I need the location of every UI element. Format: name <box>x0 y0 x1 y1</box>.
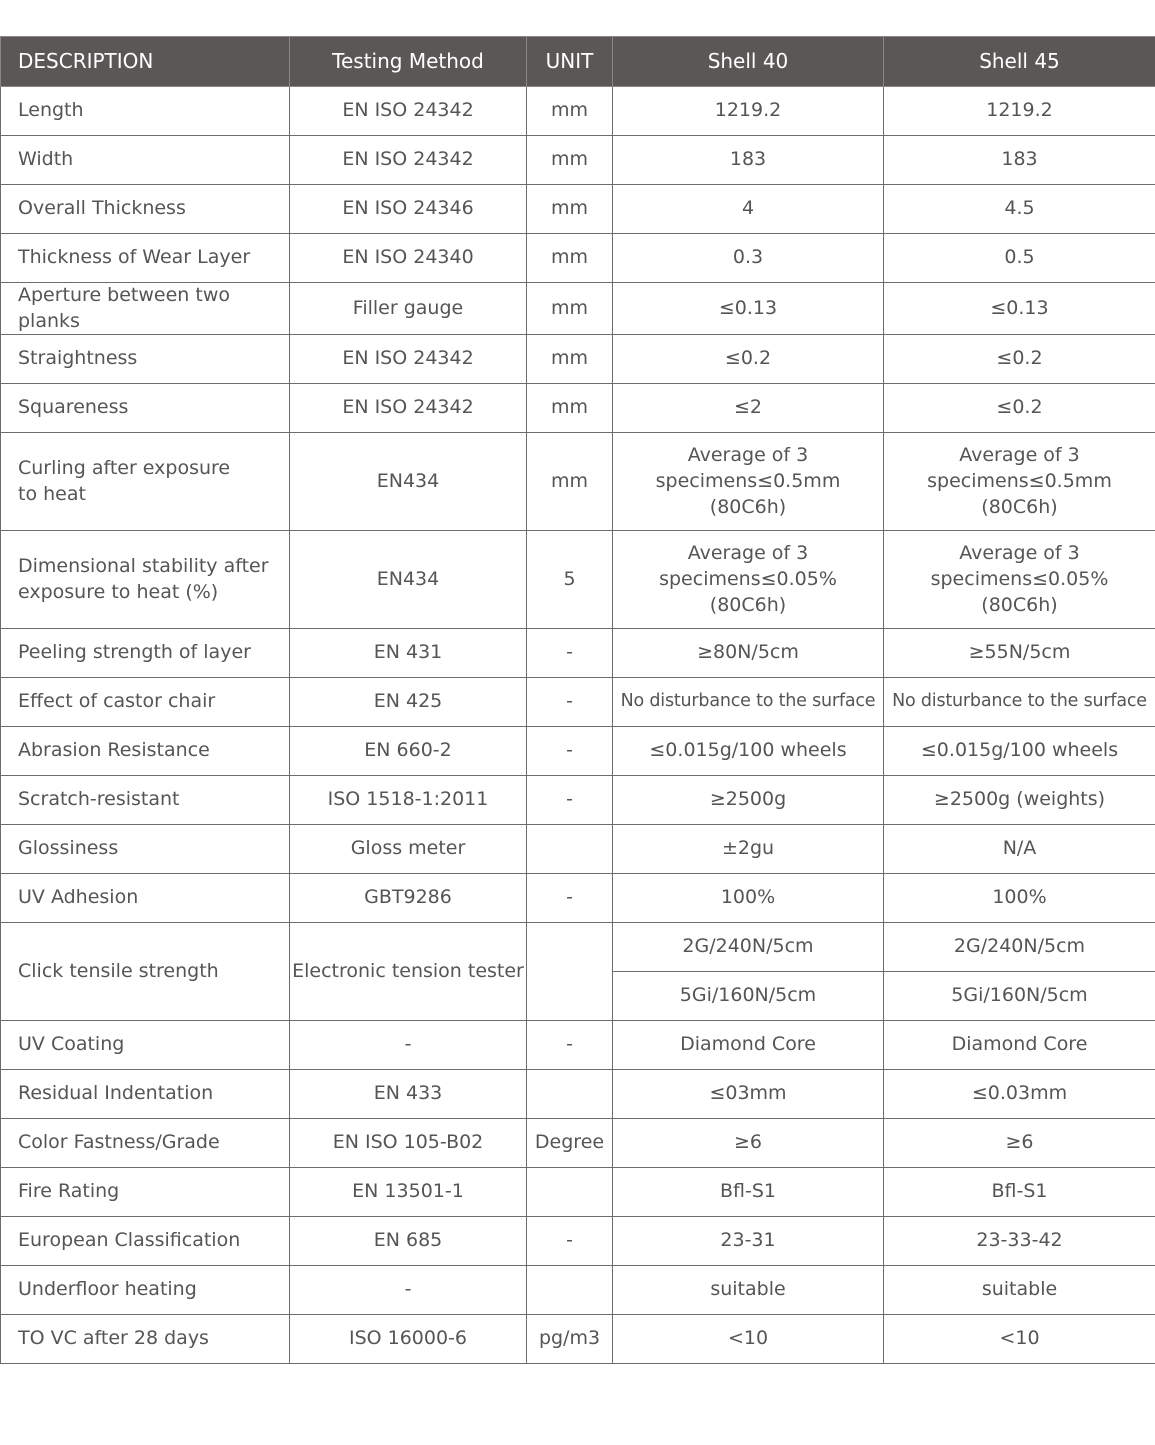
table-row <box>1 384 1155 433</box>
row-shell-45: ≤0.2 <box>884 335 1155 384</box>
table-row <box>1 727 1155 776</box>
row-method: Filler gauge <box>290 283 527 335</box>
row-unit: mm <box>527 384 613 433</box>
row-unit: mm <box>527 335 613 384</box>
header-description: DESCRIPTION <box>1 37 290 87</box>
row-method: EN434 <box>290 531 527 629</box>
row-shell-45: N/A <box>884 825 1155 874</box>
row-unit <box>527 923 613 1021</box>
row-shell-40: 2G/240N/5cm <box>613 923 884 972</box>
table-row <box>1 433 1155 531</box>
row-shell-45: ≤0.2 <box>884 384 1155 433</box>
row-method: EN434 <box>290 433 527 531</box>
table-row <box>1 776 1155 825</box>
row-unit <box>527 1266 613 1315</box>
row-unit: - <box>527 776 613 825</box>
row-unit: mm <box>527 283 613 335</box>
row-description: Squareness <box>1 384 290 433</box>
row-description: Aperture between two planks <box>1 283 290 335</box>
row-unit: mm <box>527 234 613 283</box>
row-description: European Classification <box>1 1217 290 1266</box>
row-shell-45: No disturbance to the surface <box>884 678 1155 727</box>
row-description: Thickness of Wear Layer <box>1 234 290 283</box>
row-shell-40: 1219.2 <box>613 87 884 136</box>
row-shell-40: ≤0.13 <box>613 283 884 335</box>
row-shell-40: ≥80N/5cm <box>613 629 884 678</box>
row-method: EN 431 <box>290 629 527 678</box>
row-shell-40: Diamond Core <box>613 1021 884 1070</box>
row-shell-45: Diamond Core <box>884 1021 1155 1070</box>
row-description: Peeling strength of layer <box>1 629 290 678</box>
row-shell-45: ≤0.015g/100 wheels <box>884 727 1155 776</box>
row-shell-40: No disturbance to the surface <box>613 678 884 727</box>
row-shell-45: ≥2500g (weights) <box>884 776 1155 825</box>
header-row <box>1 37 1155 87</box>
row-unit: mm <box>527 136 613 185</box>
row-shell-40: ≤2 <box>613 384 884 433</box>
table-row <box>1 283 1155 335</box>
row-shell-45: 2G/240N/5cm <box>884 923 1155 972</box>
header-testing-method: Testing Method <box>290 37 527 87</box>
row-shell-45: ≤0.03mm <box>884 1070 1155 1119</box>
row-shell-40: 0.3 <box>613 234 884 283</box>
row-shell-40: Bfl-S1 <box>613 1168 884 1217</box>
row-unit: pg/m3 <box>527 1315 613 1364</box>
table-row <box>1 874 1155 923</box>
row-description: Curling after exposure to heat <box>1 433 290 531</box>
row-method: EN ISO 24340 <box>290 234 527 283</box>
table-row <box>1 531 1155 629</box>
row-unit: - <box>527 1217 613 1266</box>
row-shell-45: 0.5 <box>884 234 1155 283</box>
row-description: TO VC after 28 days <box>1 1315 290 1364</box>
row-method: Gloss meter <box>290 825 527 874</box>
row-shell-40: <10 <box>613 1315 884 1364</box>
row-description: Color Fastness/Grade <box>1 1119 290 1168</box>
table-row <box>1 87 1155 136</box>
row-method: - <box>290 1266 527 1315</box>
row-method: ISO 1518-1:2011 <box>290 776 527 825</box>
table-row <box>1 629 1155 678</box>
row-description: Width <box>1 136 290 185</box>
row-shell-40: 4 <box>613 185 884 234</box>
row-shell-45: ≥6 <box>884 1119 1155 1168</box>
row-description: Effect of castor chair <box>1 678 290 727</box>
table-row <box>1 1119 1155 1168</box>
row-shell-40: 100% <box>613 874 884 923</box>
row-shell-40: Average of 3 specimens≤0.05% (80C6h) <box>613 531 884 629</box>
row-unit <box>527 1168 613 1217</box>
row-method: EN ISO 24342 <box>290 335 527 384</box>
row-description: Click tensile strength <box>1 923 290 1021</box>
row-shell-40: suitable <box>613 1266 884 1315</box>
row-unit: mm <box>527 433 613 531</box>
row-shell-40: ≥2500g <box>613 776 884 825</box>
row-unit <box>527 825 613 874</box>
row-method: Electronic tension tester <box>290 923 527 1021</box>
row-method: ISO 16000-6 <box>290 1315 527 1364</box>
header-shell-45: Shell 45 <box>884 37 1155 87</box>
table-row <box>1 1266 1155 1315</box>
row-method: GBT9286 <box>290 874 527 923</box>
row-description: Abrasion Resistance <box>1 727 290 776</box>
row-description: Dimensional stability after exposure to heat (%) <box>1 531 290 629</box>
row-unit <box>527 1070 613 1119</box>
row-method: EN 685 <box>290 1217 527 1266</box>
table-row <box>1 234 1155 283</box>
row-shell-40: ≤0.2 <box>613 335 884 384</box>
row-shell-45: 183 <box>884 136 1155 185</box>
row-method: EN 425 <box>290 678 527 727</box>
row-description: Straightness <box>1 335 290 384</box>
table-row <box>1 1021 1155 1070</box>
row-shell-45: ≤0.13 <box>884 283 1155 335</box>
row-shell-40: ≥6 <box>613 1119 884 1168</box>
row-shell-45: Bfl-S1 <box>884 1168 1155 1217</box>
row-shell-45: 23-33-42 <box>884 1217 1155 1266</box>
row-shell-40: 23-31 <box>613 1217 884 1266</box>
row-description: Residual Indentation <box>1 1070 290 1119</box>
row-shell-45: Average of 3 specimens≤0.5mm (80C6h) <box>884 433 1155 531</box>
table-row <box>1 923 1155 972</box>
row-shell-45: 100% <box>884 874 1155 923</box>
row-shell-40-secondary: 5Gi/160N/5cm <box>613 972 884 1021</box>
row-description: Underfloor heating <box>1 1266 290 1315</box>
row-unit: - <box>527 1021 613 1070</box>
row-unit: mm <box>527 87 613 136</box>
table-row <box>1 335 1155 384</box>
table-row <box>1 1217 1155 1266</box>
row-shell-45: ≥55N/5cm <box>884 629 1155 678</box>
row-shell-40: ≤03mm <box>613 1070 884 1119</box>
header-shell-40: Shell 40 <box>613 37 884 87</box>
row-description: Scratch-resistant <box>1 776 290 825</box>
row-unit: - <box>527 727 613 776</box>
row-shell-40: ±2gu <box>613 825 884 874</box>
row-description: Fire Rating <box>1 1168 290 1217</box>
row-description: Glossiness <box>1 825 290 874</box>
row-method: - <box>290 1021 527 1070</box>
row-shell-40: Average of 3 specimens≤0.5mm (80C6h) <box>613 433 884 531</box>
row-shell-40: 183 <box>613 136 884 185</box>
row-shell-45: 4.5 <box>884 185 1155 234</box>
row-shell-40: ≤0.015g/100 wheels <box>613 727 884 776</box>
row-unit: - <box>527 874 613 923</box>
table-row <box>1 678 1155 727</box>
row-shell-45: Average of 3 specimens≤0.05% (80C6h) <box>884 531 1155 629</box>
row-shell-45: suitable <box>884 1266 1155 1315</box>
row-unit: - <box>527 678 613 727</box>
row-method: EN 660-2 <box>290 727 527 776</box>
row-method: EN ISO 24346 <box>290 185 527 234</box>
row-shell-45: 1219.2 <box>884 87 1155 136</box>
table-row <box>1 1070 1155 1119</box>
row-description: Length <box>1 87 290 136</box>
spec-table <box>0 36 1155 1364</box>
row-method: EN ISO 105-B02 <box>290 1119 527 1168</box>
row-description: Overall Thickness <box>1 185 290 234</box>
row-method: EN ISO 24342 <box>290 136 527 185</box>
row-shell-45-secondary: 5Gi/160N/5cm <box>884 972 1155 1021</box>
table-row <box>1 825 1155 874</box>
row-description: UV Coating <box>1 1021 290 1070</box>
table-body <box>1 87 1155 1364</box>
row-shell-45: <10 <box>884 1315 1155 1364</box>
row-description: UV Adhesion <box>1 874 290 923</box>
table-row <box>1 185 1155 234</box>
row-unit: 5 <box>527 531 613 629</box>
row-method: EN ISO 24342 <box>290 384 527 433</box>
table-row <box>1 1168 1155 1217</box>
table-row <box>1 136 1155 185</box>
row-unit: mm <box>527 185 613 234</box>
row-method: EN ISO 24342 <box>290 87 527 136</box>
row-unit: - <box>527 629 613 678</box>
row-method: EN 13501-1 <box>290 1168 527 1217</box>
row-unit: Degree <box>527 1119 613 1168</box>
header-unit: UNIT <box>527 37 613 87</box>
row-method: EN 433 <box>290 1070 527 1119</box>
table-row <box>1 1315 1155 1364</box>
table-header <box>1 37 1155 87</box>
